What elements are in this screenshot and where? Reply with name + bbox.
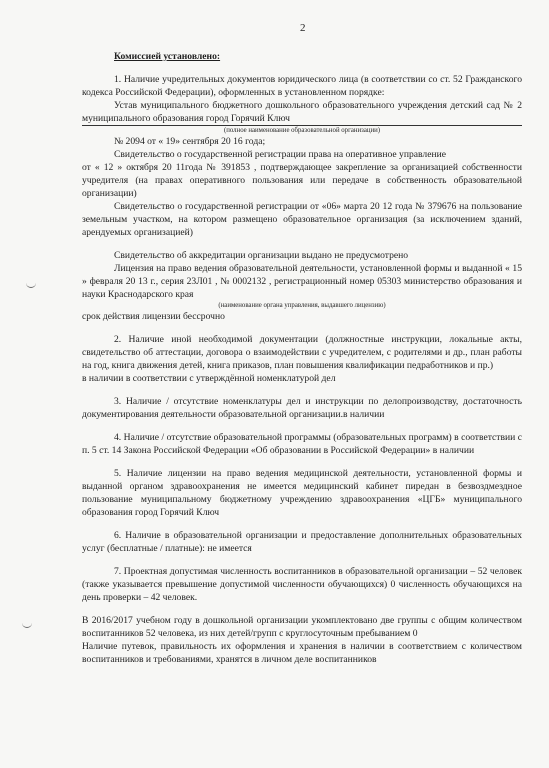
spacer xyxy=(82,239,522,249)
item-1-intro: 1. Наличие учредительных документов юридического лица (в соответствии со ст. 52 Гражданского кодекса Российской Федерации), оформленных в установленном порядке: xyxy=(82,74,522,98)
accreditation-line: Свидетельство об аккредитации организации выдано не предусмотрено xyxy=(114,250,409,261)
license-line: Лицензия на право ведения образовательной деятельности, установленной формы и выданной « 15 » февраля 20 13 г., серия 23Л01 , № 0002132 , регистрационный номер 05303 министерство образования и науки Краснодарского края xyxy=(82,263,522,300)
closing-groups: В 2016/2017 учебном году в дошкольной организации укомплектовано две группы с общим количеством воспитанников 52 человека, из них детей/групп с круглосуточным пребыванием 0 xyxy=(82,615,522,639)
spacer xyxy=(82,421,522,431)
spacer xyxy=(82,323,522,333)
item-5: 5. Наличие лицензии на право ведения медицинской деятельности, установленной формы и выданной органом здравоохранения не имеется медицинский кабинет пиредан в безвоздмездное пользование муниципальному бюджетному учреждению здравоохранения «ЦГБ» муниципального образования город Горячий Ключ xyxy=(82,468,522,518)
spacer xyxy=(82,385,522,395)
item-3: 3. Наличие / отсутствие номенклатуры дел и инструкции по делопроизводству, достаточность документирования деятельности образовательной организации.в наличии xyxy=(82,396,522,420)
license-caption: (наименование органа управления, выдавшего лицензию) xyxy=(218,302,386,309)
item-2-status: в наличии в соответствии с утверждённой номенклатурой дел xyxy=(82,373,336,384)
land-certificate: Свидетельство о государственной регистрации от «06» марта 20 12 года № 379676 на пользование земельным участком, на котором размещено образовательное организация (за исключением зданий, арендуемых организацией) xyxy=(82,201,522,238)
item-7: 7. Проектная допустимая численность воспитанников в образовательной организации – 52 человек (также указывается превышение допустимой численности обучающихся) 0 численность обучающихся на день проверки – 42 человек. xyxy=(82,566,522,603)
item-6: 6. Наличие в образовательной организации и предоставление дополнительных образовательных услуг (бесплатные / платные): не имеется xyxy=(82,530,522,554)
charter-caption: (полное наименование образовательной организации) xyxy=(223,127,381,134)
state-registration-detail: от « 12 » октября 20 11года № 391853 , подтверждающее закрепление за организацией собственности учредителя (на правах оперативного пользования или передаче в собственность образовательной организации) xyxy=(82,162,522,199)
page-number: 2 xyxy=(300,22,306,34)
spacer xyxy=(82,519,522,529)
closing-vouchers: Наличие путевок, правильность их оформления и хранения в наличии в соответствием с количеством воспитанников и требованиями, хранятся в личном деле воспитанников xyxy=(82,641,522,665)
spacer xyxy=(82,604,522,614)
margin-mark-bottom xyxy=(22,622,32,628)
item-4: 4. Наличие / отсутствие образовательной программы (образовательных программ) в соответствии с п. 5 ст. 14 Закона Российской Федерации «Об образовании в Российской Федерации» в наличии xyxy=(82,432,522,456)
license-term: срок действия лицензии бессрочно xyxy=(82,311,225,322)
state-registration-intro: Свидетельство о государственной регистрации права на оперативное управление xyxy=(114,149,447,160)
section-heading: Комиссией установлено: xyxy=(114,51,221,62)
item-2-text: 2. Наличие иной необходимой документации (должностные инструкции, локальные акты, свидетельство об аттестации, договора о взаимодействии с учредителем, с родителями и др., план работы на год, книга движения детей, книга приказов, план повышения квалификации педработников и пр.) xyxy=(82,334,522,371)
charter-line: Устав муниципального бюджетного дошкольного образовательного учреждения детский сад № 2 муниципального образования город Горячий Ключ xyxy=(82,100,522,124)
charter-number: № 2094 от « 19» сентября 20 16 года; xyxy=(114,136,266,147)
spacer xyxy=(82,555,522,565)
document-body xyxy=(82,50,522,666)
margin-mark-top xyxy=(26,282,36,288)
spacer xyxy=(82,457,522,467)
